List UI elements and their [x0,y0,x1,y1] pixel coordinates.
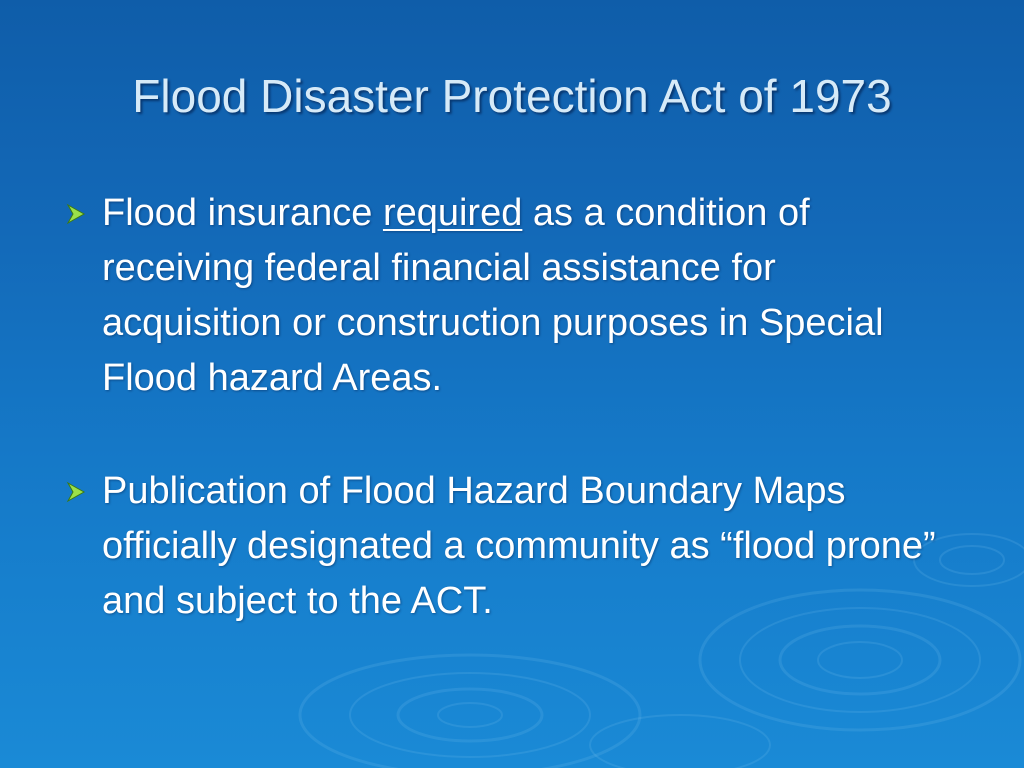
bullet-list [62,186,962,629]
arrowhead-bullet-icon [64,202,88,226]
bullet-text-end: as a condition of receiving federal financial assistance for acquisition or construction purposes in Special Flood hazard Areas. [102,192,884,399]
slide-title: Flood Disaster Protection Act of 1973 [132,70,892,122]
arrowhead-bullet-icon [64,480,88,504]
bullet-text-emphasis: required [382,192,523,234]
bullet-item-publication [62,464,962,629]
bullet-text: Publication of Flood Hazard Boundary Maps officially designated a community as “flood prone” and subject to the ACT. [102,470,936,622]
bullet-text-start: Flood insurance [102,192,383,234]
bullet-item-flood-insurance [62,186,962,406]
